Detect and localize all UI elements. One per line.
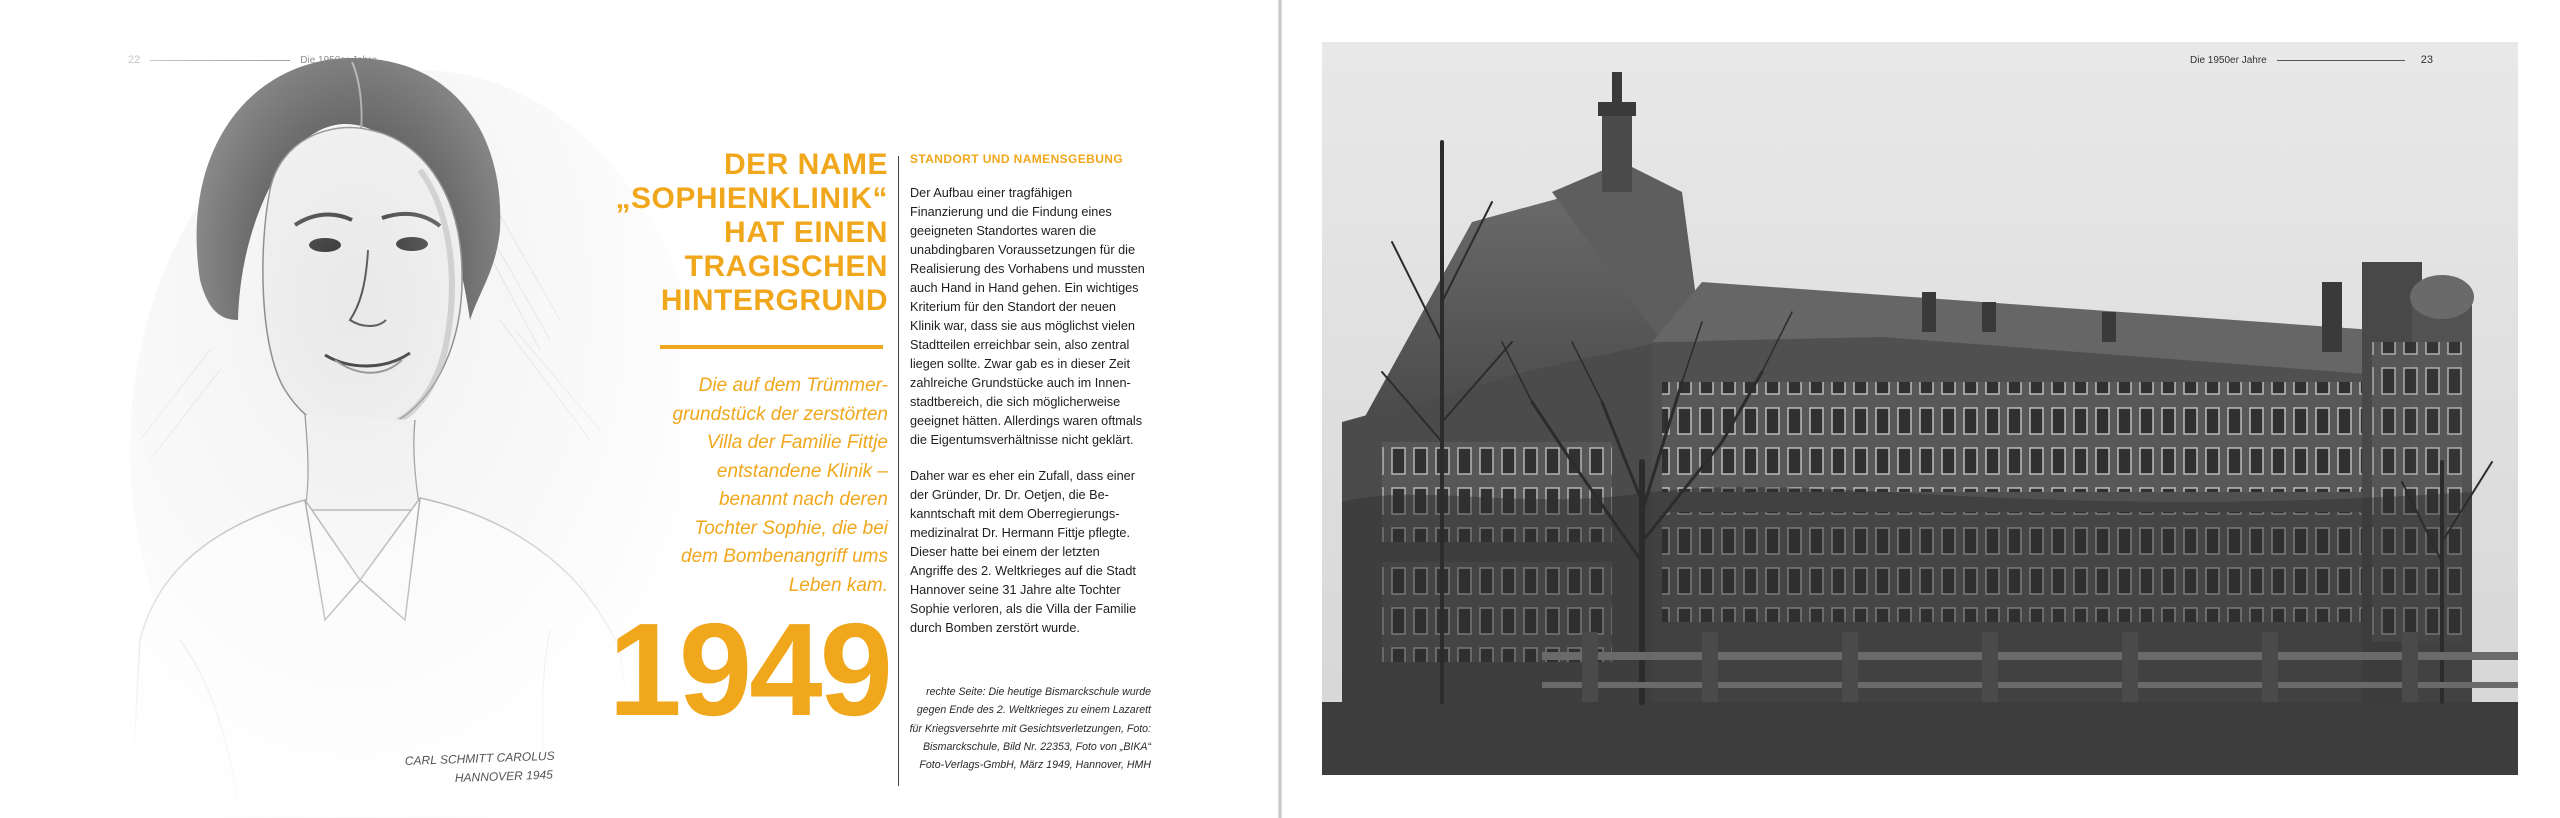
body-line: unabdingbaren Voraussetzungen für die	[910, 243, 1136, 257]
right-page	[1282, 0, 2560, 818]
body-line: Dieser hatte bei einem der letzten	[910, 545, 1100, 559]
body-line: auch Hand in Hand gehen. Ein wichtiges	[910, 281, 1139, 295]
portrait-signature-line1: CARL SCHMITT CAROLUS	[404, 748, 555, 768]
lead-text	[610, 372, 888, 600]
body-line: Kriterium für den Standort der neuen	[910, 300, 1116, 314]
caption-line: gegen Ende des 2. Weltkrieges zu einem Lazarett	[916, 704, 1151, 717]
body-line: Hannover seine 31 Jahre alte Tochter	[910, 583, 1121, 597]
body-line: liegen sollte. Zwar gab es in dieser Zeit	[910, 357, 1131, 371]
lead-line: benannt nach deren	[718, 489, 888, 510]
caption-line: für Kriegsversehrte mit Gesichtsverletzungen, Foto:	[909, 722, 1151, 735]
body-line: Realisierung des Vorhabens und mussten	[910, 262, 1145, 276]
lead-line: grundstück der zerstörten	[672, 403, 888, 425]
body-line: Klinik war, dass sie aus möglichst vielen	[910, 319, 1135, 333]
headline-line: HAT EINEN	[724, 216, 888, 249]
portrait-signature-line2: HANNOVER 1945	[454, 767, 554, 785]
headline-line: TRAGISCHEN	[684, 250, 888, 283]
body-paragraph	[910, 184, 1152, 450]
caption-line: Bismarckschule, Bild Nr. 22353, Foto von „BIKA“	[922, 740, 1151, 753]
body-line: der Gründer, Dr. Dr. Oetjen, die Be-	[910, 488, 1109, 502]
body-line: Finanzierung und die Findung eines	[910, 205, 1112, 219]
column-divider	[898, 156, 899, 786]
body-line: zahlreiche Grundstücke auch im Innen-	[910, 376, 1131, 390]
lead-line: dem Bombenangriff ums	[681, 546, 888, 567]
headline-line: DER NAME	[723, 148, 888, 181]
section-heading: STANDORT UND NAMENSGEBUNG	[910, 152, 1124, 166]
body-line: Angriffe des 2. Weltkrieges auf die Stadt	[910, 564, 1136, 578]
body-column	[910, 152, 1152, 655]
headline-line: „SOPHIENKLINIK“	[615, 182, 888, 215]
body-line: Der Aufbau einer tragfähigen	[910, 186, 1073, 200]
body-line: Stadtteilen erreichbar sein, also zentral	[910, 338, 1130, 352]
lead-line: Villa der Familie Fittje	[706, 432, 888, 453]
body-line: medizinalrat Dr. Hermann Fittje pflegte.	[910, 526, 1131, 540]
body-line: Sophie verloren, als die Villa der Familie	[910, 602, 1137, 616]
body-line: geeignet hätten. Allerdings waren oftmals	[910, 414, 1143, 428]
lead-line: entstandene Klinik –	[716, 460, 888, 482]
school-building-photo	[1322, 42, 2518, 775]
headline-rule	[660, 345, 883, 349]
body-paragraph	[910, 467, 1152, 638]
page-number-right: 23	[2420, 54, 2433, 66]
year-display: 1949	[608, 596, 890, 743]
lead-line: Die auf dem Trümmer-	[698, 375, 888, 396]
running-head-rule	[2277, 60, 2405, 61]
body-line: Daher war es eher ein Zufall, dass einer	[910, 469, 1135, 483]
caption-line: Foto-Verlags-GmbH, März 1949, Hannover, HMH	[919, 759, 1151, 772]
photo-caption	[905, 683, 1151, 774]
body-line: kanntschaft mit dem Oberregierungs-	[910, 507, 1120, 521]
body-line: die Eigentumsverhältnisse nicht geklärt.	[910, 433, 1134, 447]
running-head-right	[2190, 54, 2433, 66]
headline	[560, 148, 888, 318]
headline-line: HINTERGRUND	[660, 284, 888, 317]
body-line: durch Bomben zerstört wurde.	[910, 621, 1080, 635]
caption-line: rechte Seite: Die heutige Bismarckschule wurde	[926, 686, 1151, 698]
lead-line: Tochter Sophie, die bei	[694, 517, 888, 539]
left-page	[0, 0, 1278, 818]
body-line: stadtbereich, die sich möglicherweise	[910, 395, 1121, 409]
lead-line: Leben kam.	[788, 574, 888, 596]
running-head-title: Die 1950er Jahre	[2190, 54, 2267, 66]
body-line: geeigneten Standortes waren die	[910, 224, 1097, 238]
